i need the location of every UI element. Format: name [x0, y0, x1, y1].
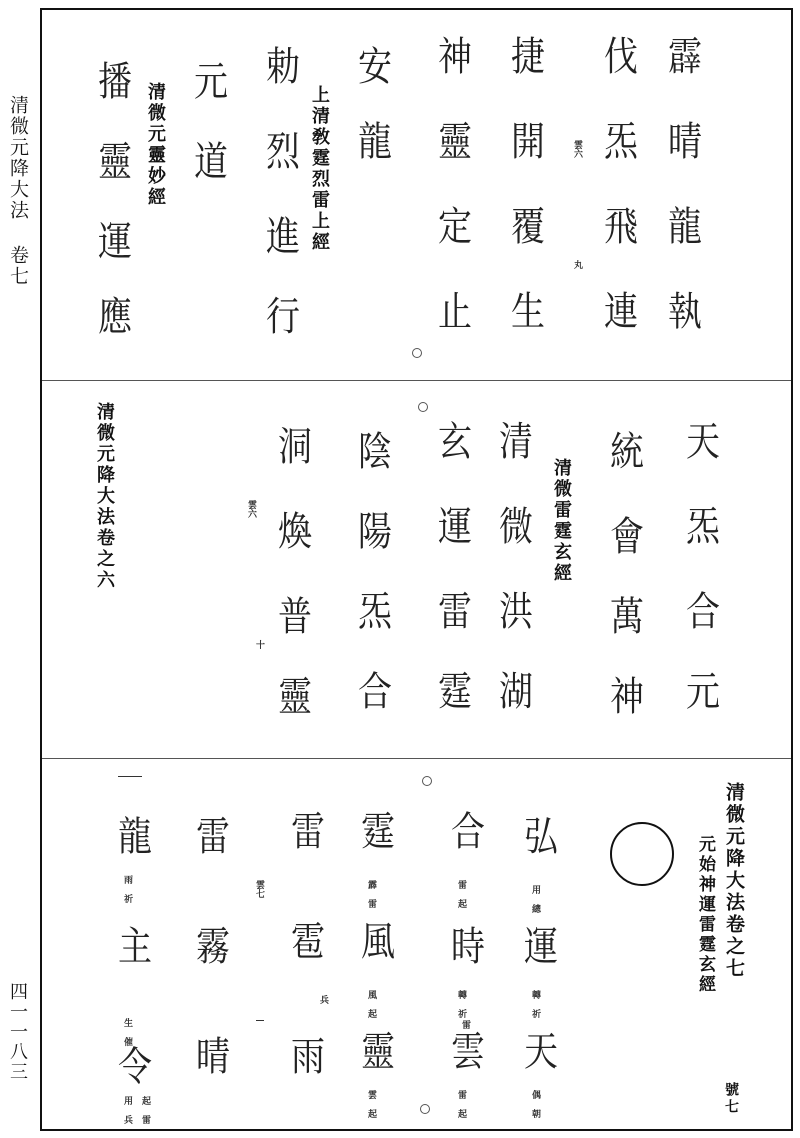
glyph: 行	[260, 295, 300, 335]
section-title: 上清敎霆烈雷上經	[309, 85, 330, 253]
glyph: 定	[432, 205, 472, 245]
glyph: 勅	[260, 45, 300, 85]
marginal-note: 雲六	[246, 500, 256, 518]
glyph: 統	[604, 430, 644, 470]
marginal-note: 丸	[572, 260, 582, 269]
dash-mark	[118, 776, 142, 777]
marginal-note: 雲六	[572, 140, 582, 158]
glyph: 天	[680, 420, 720, 460]
glyph: 運	[432, 505, 472, 545]
glyph: 洞	[272, 425, 312, 465]
glyph: 時	[445, 925, 485, 965]
annotation: 雨 祈	[122, 875, 132, 903]
glyph: 神	[604, 675, 644, 715]
glyph: 雹	[285, 920, 325, 960]
glyph: 連	[598, 290, 638, 330]
glyph: 主	[112, 925, 152, 965]
glyph: 運	[518, 925, 558, 965]
ring-mark	[412, 348, 422, 358]
dash-mark	[256, 1020, 264, 1021]
glyph: 陰	[352, 430, 392, 470]
glyph: 開	[505, 120, 545, 160]
ring-mark	[418, 402, 428, 412]
glyph: 弘	[518, 815, 558, 855]
glyph: 合	[680, 590, 720, 630]
glyph: 天	[518, 1030, 558, 1070]
marginal-note: 十	[254, 640, 264, 649]
glyph: 清	[493, 420, 533, 460]
glyph: 普	[272, 595, 312, 635]
annotation: 轉 祈	[530, 990, 540, 1018]
volume-end-title: 清微元降大法卷之六	[94, 402, 115, 591]
annotation: 雷 起	[456, 880, 466, 908]
glyph: 炁	[352, 590, 392, 630]
annotation: 風 起	[366, 990, 376, 1018]
circle-symbol	[610, 822, 674, 886]
glyph: 雷	[432, 590, 472, 630]
section-title: 清微雷霆玄經	[551, 458, 572, 584]
glyph: 霆	[432, 670, 472, 710]
glyph: 炁	[680, 505, 720, 545]
glyph: 合	[352, 670, 392, 710]
glyph: 霹	[662, 35, 702, 75]
page-number: 四一一八三	[7, 982, 28, 1082]
glyph: 靈	[92, 140, 132, 180]
glyph: 伐	[598, 35, 638, 75]
glyph: 靈	[355, 1030, 395, 1070]
glyph: 霆	[355, 810, 395, 850]
annotation: 雲 起	[366, 1090, 376, 1118]
annotation: 生 催	[122, 1018, 132, 1046]
glyph: 道	[188, 140, 228, 180]
glyph: 晴	[190, 1035, 230, 1075]
divider-bottom	[42, 758, 791, 759]
glyph: 雷	[285, 810, 325, 850]
section-subtitle: 清微元靈妙經	[145, 82, 166, 208]
annotation: 用 總	[530, 885, 540, 913]
glyph: 合	[445, 810, 485, 850]
glyph: 捷	[505, 35, 545, 75]
margin-title: 清微元降大法 卷七	[7, 95, 29, 287]
glyph: 陽	[352, 510, 392, 550]
glyph: 玄	[432, 420, 472, 460]
glyph: 龍	[352, 120, 392, 160]
glyph: 萬	[604, 595, 644, 635]
glyph: 霧	[190, 925, 230, 965]
glyph: 靈	[272, 675, 312, 715]
glyph: 進	[260, 215, 300, 255]
annotation: 偶 朝	[530, 1090, 540, 1118]
annotation: 霹 雷	[366, 880, 376, 908]
glyph: 元	[680, 670, 720, 710]
glyph: 烈	[260, 130, 300, 170]
glyph: 播	[92, 60, 132, 100]
glyph: 晴	[662, 120, 702, 160]
annotation: 用 兵	[122, 1096, 132, 1124]
glyph: 生	[505, 290, 545, 330]
ring-mark	[420, 1104, 430, 1114]
volume-tag: 號七	[723, 1082, 739, 1116]
glyph: 飛	[598, 205, 638, 245]
glyph: 煥	[272, 510, 312, 550]
annotation: 兵	[318, 995, 328, 1004]
glyph: 元	[188, 60, 228, 100]
glyph: 會	[604, 515, 644, 555]
annotation: 起 雷	[140, 1096, 150, 1124]
volume-title: 清微元降大法卷之七	[723, 782, 745, 980]
annotation: 轉 祈	[456, 990, 466, 1018]
glyph: 靈	[432, 120, 472, 160]
scripture-title: 元始神運雷霆玄經	[695, 835, 715, 995]
annotation: 雷	[460, 1020, 470, 1029]
glyph: 微	[493, 505, 533, 545]
marginal-note: 雲七	[254, 880, 264, 898]
glyph: 神	[432, 35, 472, 75]
glyph: 雲	[445, 1030, 485, 1070]
glyph: 運	[92, 220, 132, 260]
glyph: 執	[662, 290, 702, 330]
ring-mark	[422, 776, 432, 786]
glyph: 龍	[662, 205, 702, 245]
glyph: 令	[112, 1045, 152, 1085]
glyph: 雷	[190, 815, 230, 855]
glyph: 應	[92, 295, 132, 335]
divider-top	[42, 380, 791, 381]
glyph: 安	[352, 45, 392, 85]
glyph: 止	[432, 290, 472, 330]
glyph: 炁	[598, 120, 638, 160]
glyph: 湖	[493, 670, 533, 710]
glyph: 雨	[285, 1035, 325, 1075]
glyph: 洪	[493, 590, 533, 630]
glyph: 龍	[112, 815, 152, 855]
annotation: 雷 起	[456, 1090, 466, 1118]
glyph: 覆	[505, 205, 545, 245]
glyph: 風	[355, 920, 395, 960]
